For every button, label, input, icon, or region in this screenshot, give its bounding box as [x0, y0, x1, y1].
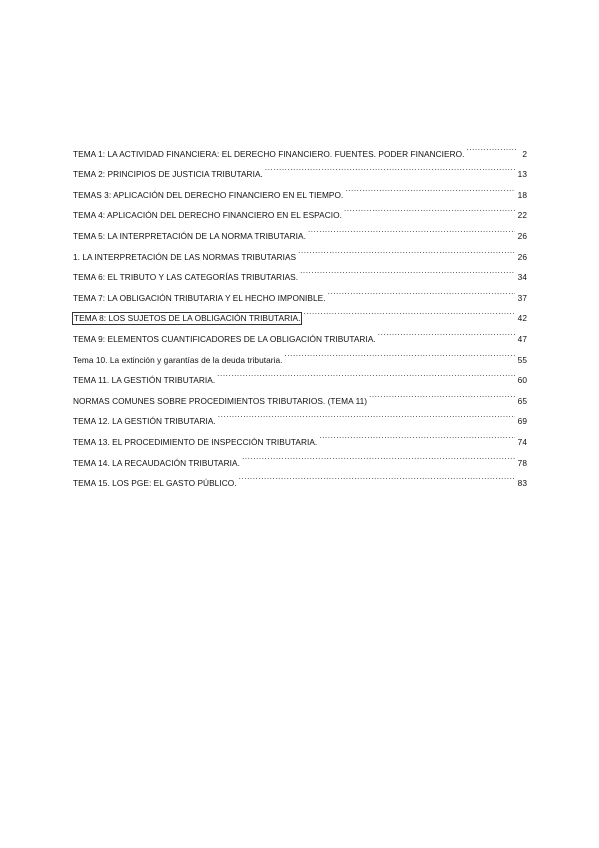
toc-page-number: 69 [517, 416, 527, 427]
toc-dot-leader [308, 218, 515, 239]
toc-page-number: 42 [517, 313, 527, 324]
toc-page-number: 13 [517, 169, 527, 180]
toc-dot-leader [217, 363, 514, 384]
toc-dot-leader [242, 445, 515, 466]
toc-page-number: 2 [522, 148, 527, 159]
toc-page-number: 55 [517, 354, 527, 365]
toc-entry-title: 1. LA INTERPRETACIÓN DE LAS NORMAS TRIBUTARIAS [73, 251, 297, 262]
toc-page-number: 18 [517, 189, 527, 200]
toc-page-number: 78 [517, 457, 527, 468]
toc-page-number: 26 [517, 230, 527, 241]
toc-dot-leader [303, 301, 514, 322]
toc-entry-title: TEMA 1: LA ACTIVIDAD FINANCIERA: EL DERECHO FINANCIERO. FUENTES. PODER FINANCIERO. [73, 148, 465, 159]
table-of-contents [73, 136, 527, 489]
toc-entry-title: Tema 10. La extinción y garantías de la deuda tributaria. [73, 354, 283, 365]
toc-page-number: 26 [517, 251, 527, 262]
toc-entry-title: TEMA 12. LA GESTIÓN TRIBUTARIA. [73, 416, 216, 427]
toc-entry-tema-1[interactable] [73, 136, 527, 157]
toc-entry-title: TEMA 4: APLICACIÓN DEL DERECHO FINANCIERO EN EL ESPACIO. [73, 210, 342, 221]
toc-entry-title: TEMA 14. LA RECAUDACIÓN TRIBUTARIA. [73, 457, 240, 468]
toc-dot-leader [344, 198, 515, 219]
toc-entry-title: TEMA 8: LOS SUJETOS DE LA OBLIGACIÓN TRIBUTARIA. [74, 313, 301, 324]
toc-entry-title: TEMA 9: ELEMENTOS CUANTIFICADORES DE LA OBLIGACIÓN TRIBUTARIA. [73, 333, 376, 344]
toc-entry-title: TEMA 13. EL PROCEDIMIENTO DE INSPECCIÓN TRIBUTARIA. [73, 436, 318, 447]
toc-page-number: 65 [517, 395, 527, 406]
toc-entry-title: TEMA 15. LOS PGE: EL GASTO PÚBLICO. [73, 478, 237, 489]
toc-page-number: 83 [517, 478, 527, 489]
toc-dot-leader [300, 260, 515, 281]
toc-page-number: 74 [517, 436, 527, 447]
toc-dot-leader [345, 177, 514, 198]
toc-entry-title: TEMA 7: LA OBLIGACIÓN TRIBUTARIA Y EL HECHO IMPONIBLE. [73, 292, 326, 303]
toc-page-number: 37 [517, 292, 527, 303]
toc-entry-title: NORMAS COMUNES SOBRE PROCEDIMIENTOS TRIBUTARIOS. (TEMA 11) [73, 395, 368, 406]
toc-dot-leader [284, 342, 514, 363]
toc-dot-leader [328, 280, 515, 301]
toc-dot-leader [218, 404, 515, 425]
toc-dot-leader [378, 321, 515, 342]
toc-page-number: 22 [517, 210, 527, 221]
toc-dot-leader [298, 239, 515, 260]
toc-dot-leader [265, 157, 515, 178]
toc-page-number: 60 [517, 375, 527, 386]
toc-entry-tema-9[interactable] [73, 321, 527, 342]
toc-entry-title: TEMA 11. LA GESTIÓN TRIBUTARIA. [73, 375, 216, 386]
toc-page-number: 34 [517, 272, 527, 283]
toc-dot-leader [239, 466, 515, 487]
toc-entry-title: TEMA 2: PRINCIPIOS DE JUSTICIA TRIBUTARIA. [73, 169, 263, 180]
toc-dot-leader [467, 136, 516, 157]
toc-dot-leader [369, 383, 515, 404]
toc-dot-leader [319, 424, 514, 445]
toc-entry-title: TEMA 5: LA INTERPRETACIÓN DE LA NORMA TRIBUTARIA. [73, 230, 306, 241]
toc-page-number: 47 [517, 333, 527, 344]
toc-entry-title: TEMAS 3: APLICACIÓN DEL DERECHO FINANCIERO EN EL TIEMPO. [73, 189, 344, 200]
toc-entry-title: TEMA 6: EL TRIBUTO Y LAS CATEGORÍAS TRIBUTARIAS. [73, 272, 299, 283]
